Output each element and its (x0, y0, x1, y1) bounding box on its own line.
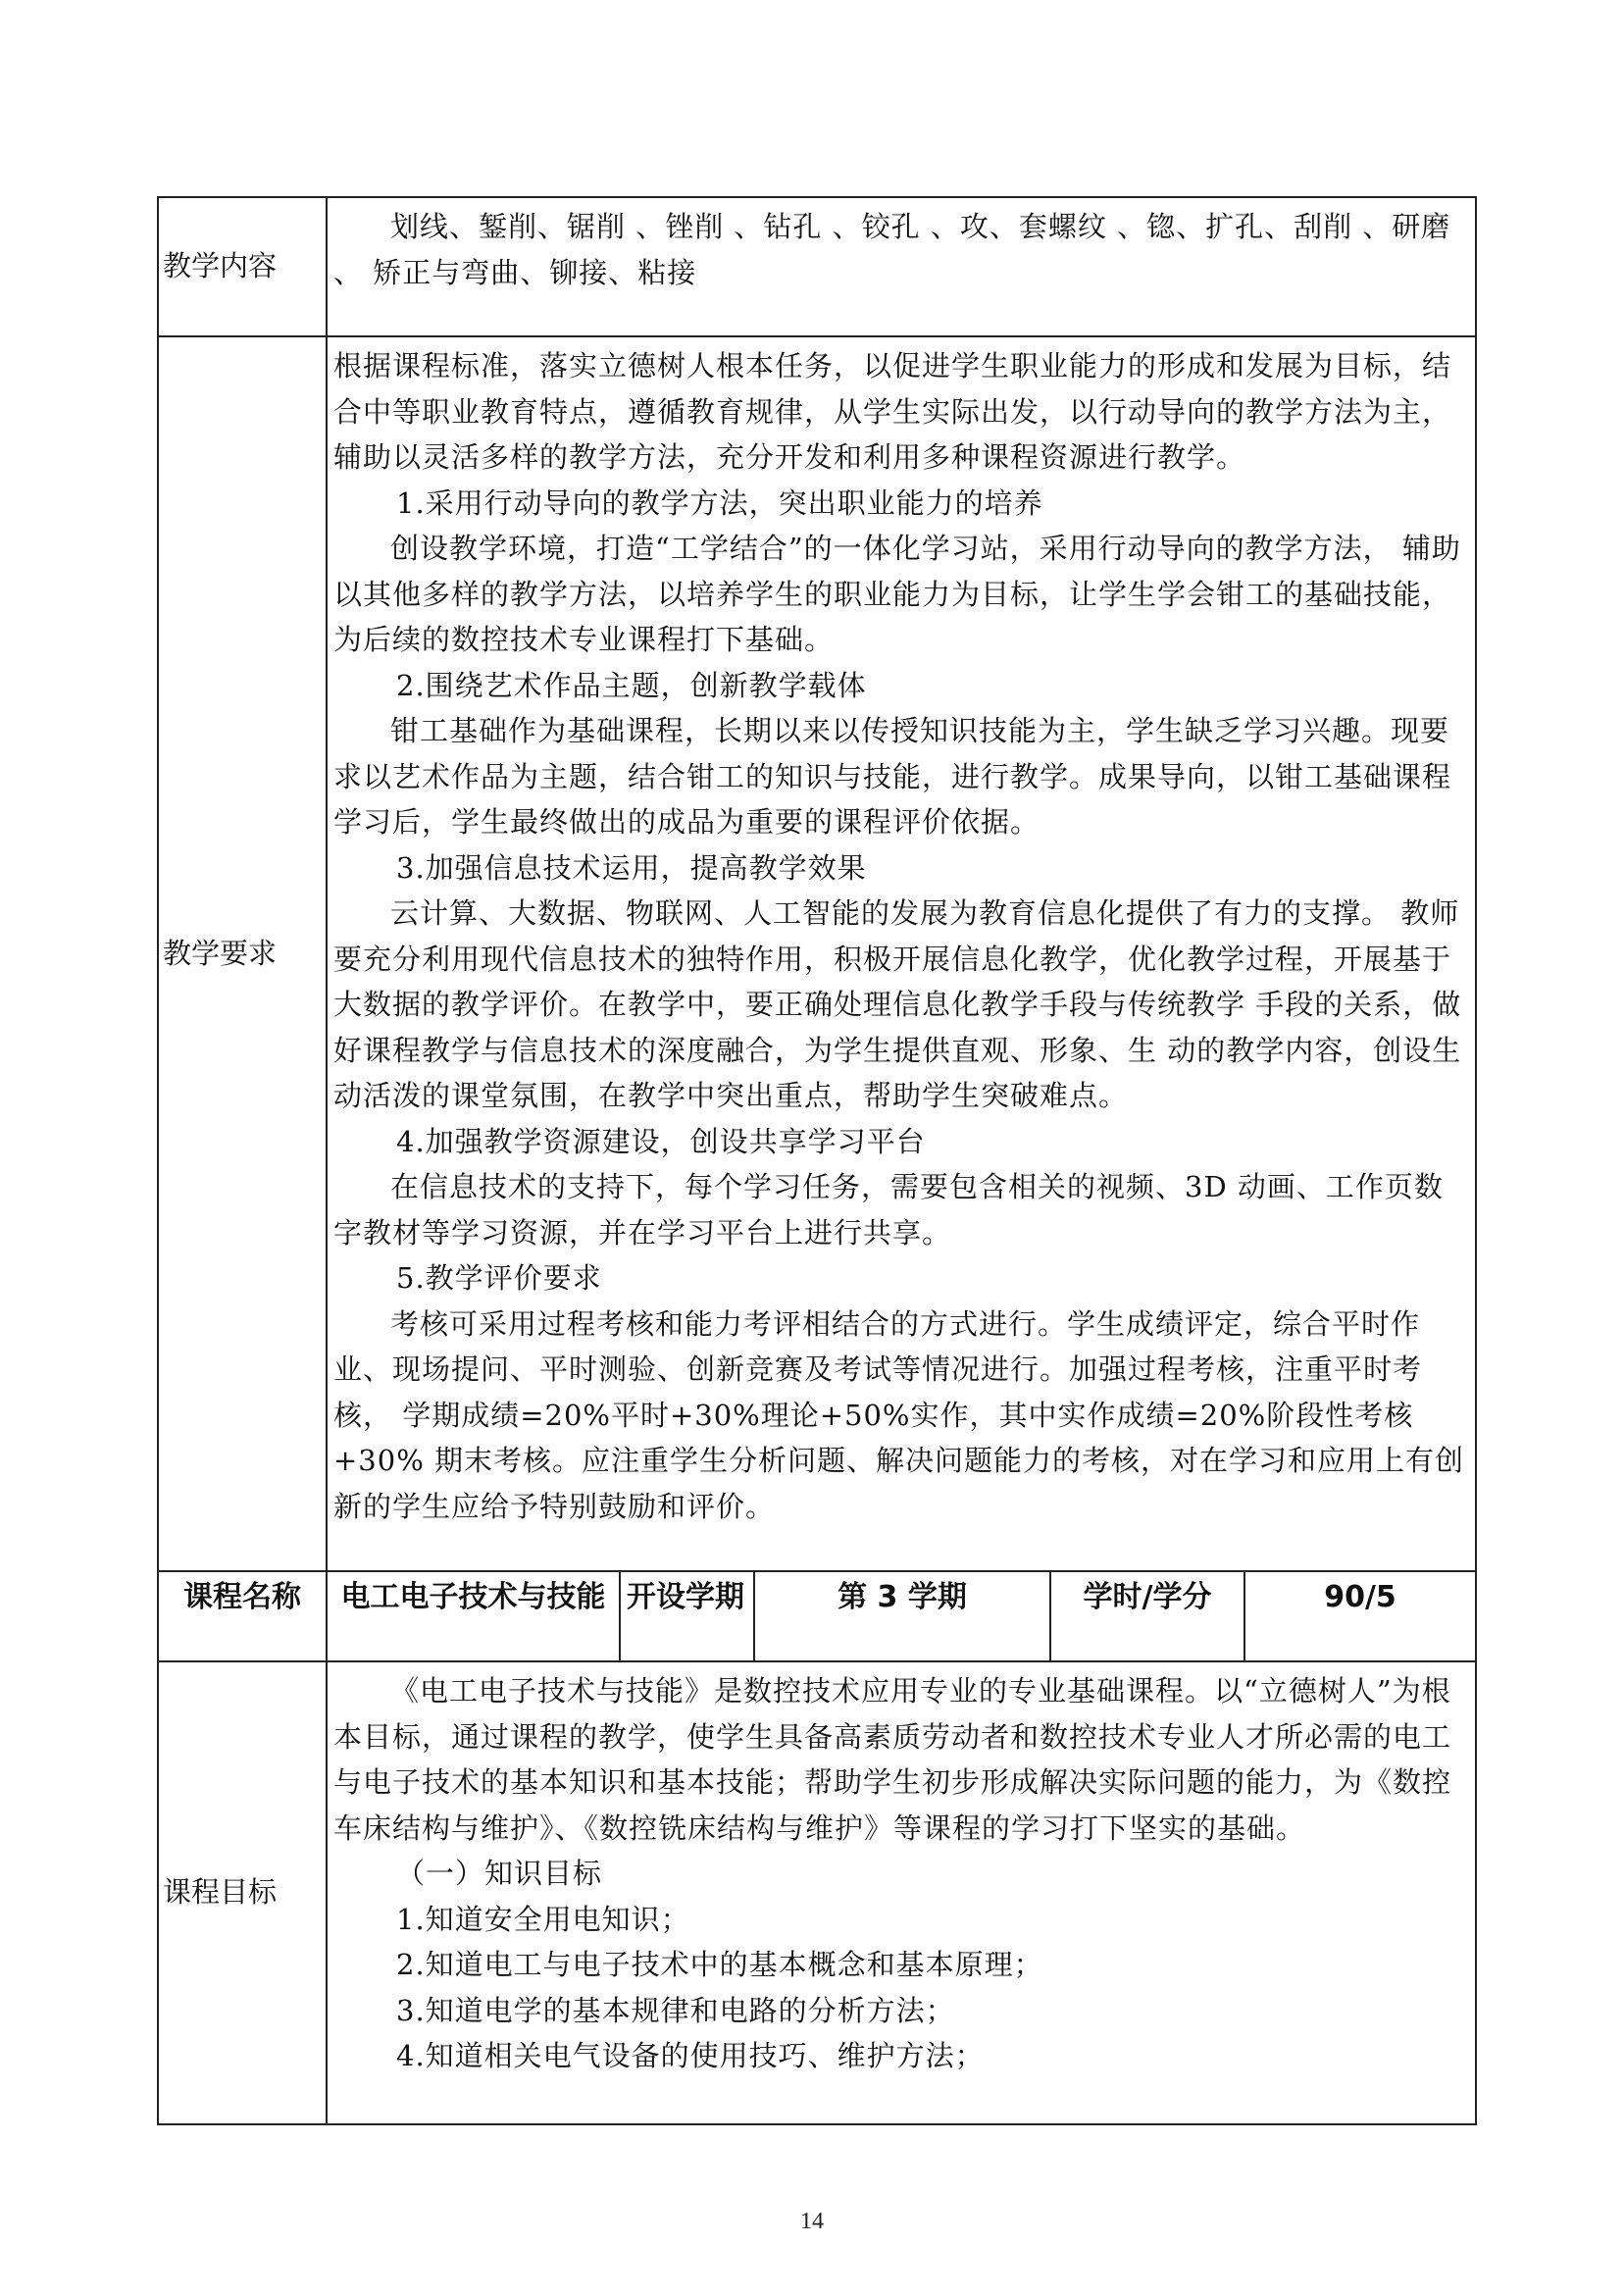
course-name-label: 课程名称 (158, 1571, 327, 1661)
requirement-4-body: 在信息技术的支持下，每个学习任务，需要包含相关的视频、3D 动画、工作页数字教材等学习资源，并在学习平台上进行共享。 (333, 1170, 1444, 1250)
course-goals-intro: 《电工电子技术与技能》是数控技术应用专业的专业基础课程。以“立德树人”为根本目标，通过课程的教学，使学生具备高素质劳动者和数控技术专业人才所必需的电工与电子技术的基本知识和基本技能；帮助学生初步形成解决实际问题的能力，为《数控车床结构与维护》、《数控铣床结构与维护》等课程的学习打下坚实的基础。 (333, 1674, 1452, 1845)
teaching-requirements-label: 教学要求 (158, 336, 327, 1571)
knowledge-goal-1: 1.知道安全用电知识； (396, 1902, 690, 1936)
knowledge-goals-heading: （一）知识目标 (396, 1857, 603, 1890)
requirement-2-heading: 2.围绕艺术作品主题，创新教学载体 (396, 668, 867, 702)
teaching-requirements-row (158, 336, 1476, 1571)
teaching-requirements-cell (327, 336, 1476, 1571)
course-table (157, 196, 1477, 2125)
course-goals-cell (327, 1661, 1476, 2124)
course-header-row (158, 1571, 1476, 1661)
teaching-content-text: 划线、錾削、锯削 、锉削 、钻孔 、铰孔 、攻、套螺纹 、锪、扩孔、刮削 、研磨 、 矫正与弯曲、铆接、粘接 (333, 210, 1451, 289)
semester-label: 开设学期 (620, 1571, 754, 1661)
requirements-intro: 根据课程标准，落实立德树人根本任务，以促进学生职业能力的形成和发展为目标，结合中等职业教育特点，遵循教育规律，从学生实际出发，以行动导向的教学方法为主，辅助以灵活多样的教学方法，充分开发和利用多种课程资源进行教学。 (333, 349, 1452, 474)
requirement-2-body: 钳工基础作为基础课程，长期以来以传授知识技能为主，学生缺乏学习兴趣。现要求以艺术作品为主题，结合钳工的知识与技能，进行教学。成果导向，以钳工基础课程学习后，学生最终做出的成品为重要的课程评价依据。 (333, 714, 1452, 839)
requirement-3-heading: 3.加强信息技术运用，提高教学效果 (396, 850, 867, 885)
semester-value: 第 3 学期 (754, 1571, 1050, 1661)
course-goals-row (158, 1661, 1476, 2124)
requirement-1-heading: 1.采用行动导向的教学方法，突出职业能力的培养 (396, 485, 1043, 520)
teaching-content-cell (327, 197, 1476, 336)
page-number: 14 (800, 2209, 824, 2234)
teaching-content-row (158, 197, 1476, 336)
requirement-5-heading: 5.教学评价要求 (396, 1261, 602, 1295)
hours-credits-value: 90/5 (1244, 1571, 1476, 1661)
hours-credits-label: 学时/学分 (1050, 1571, 1244, 1661)
requirement-5-body: 考核可采用过程考核和能力考评相结合的方式进行。学生成绩评定，综合平时作业、现场提问、平时测验、创新竞赛及考试等情况进行。加强过程考核，注重平时考核， 学期成绩=20%平时+30%理论+50%实作，其中实作成绩=20%阶段性考核+30% 期末考核。应注重学生分析问题、解决问题能力的考核，对在学习和应用上有创新的学生应给予特别鼓励和评价。 (333, 1306, 1464, 1523)
course-goals-label: 课程目标 (158, 1661, 327, 2124)
requirement-3-body: 云计算、大数据、物联网、人工智能的发展为教育信息化提供了有力的支撑。 教师要充分利用现代信息技术的独特作用，积极开展信息化教学，优化教学过程，开展基于大数据的教学评价。在教学中，要正确处理信息化教学手段与传统教学 手段的关系，做好课程教学与信息技术的深度融合，为学生提供直观、形象、生 动的教学内容，创设生动活泼的课堂氛围，在教学中突出重点，帮助学生突破难点。 (333, 896, 1462, 1112)
knowledge-goal-3: 3.知道电学的基本规律和电路的分析方法； (396, 1993, 955, 2027)
knowledge-goal-4: 4.知道相关电气设备的使用技巧、维护方法； (396, 2039, 985, 2072)
course-name-value: 电工电子技术与技能 (327, 1571, 620, 1661)
teaching-content-label: 教学内容 (158, 197, 327, 336)
requirement-1-body: 创设教学环境，打造“工学结合”的一体化学习站，采用行动导向的教学方法， 辅助以其他多样的教学方法，以培养学生的职业能力为目标，让学生学会钳工的基础技能，为后续的数控技术专业课程打下基础。 (333, 532, 1461, 656)
requirement-4-heading: 4.加强教学资源建设，创设共享学习平台 (396, 1124, 926, 1158)
knowledge-goal-2: 2.知道电工与电子技术中的基本概念和基本原理； (396, 1948, 1043, 1981)
